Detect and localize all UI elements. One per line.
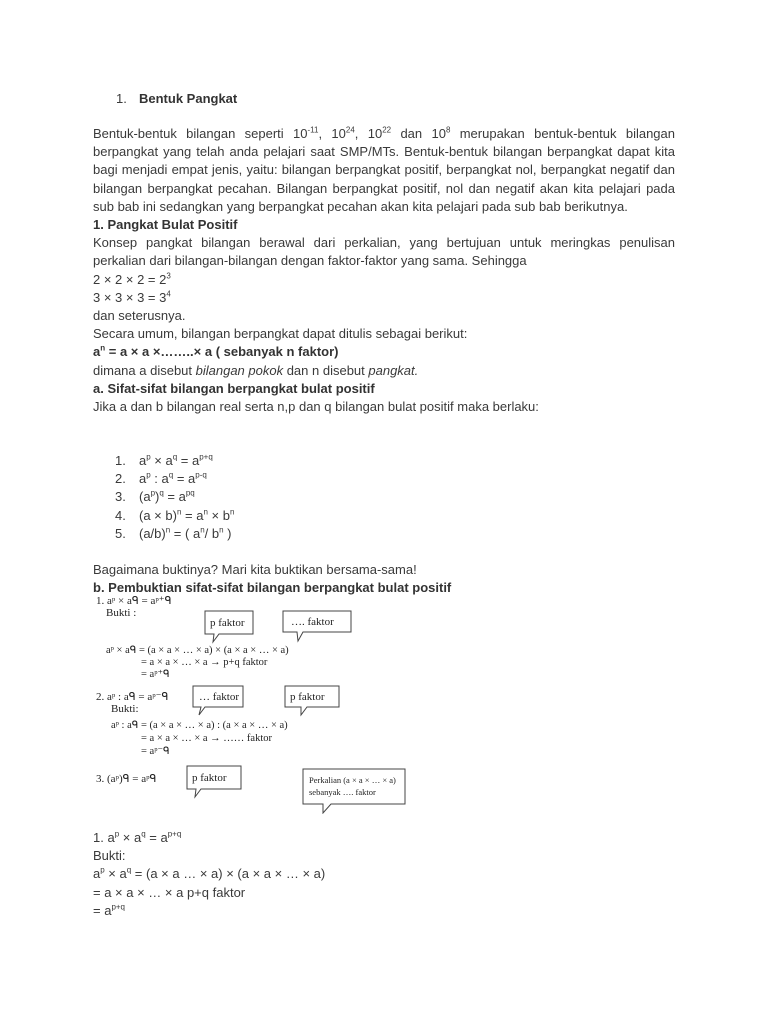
property-part: (a/b) [139, 525, 166, 541]
proof-exp: q [141, 829, 146, 839]
proof-item1-bukti: Bukti : [106, 607, 137, 619]
proof-line-5 [93, 902, 675, 920]
subheading-sifat-sifat: a. Sifat-sifat bilangan berpangkat bulat positif [93, 380, 375, 396]
property-part: × a [150, 453, 173, 468]
property-part: a [139, 471, 147, 487]
example-2-text: 3 × 3 × 3 = 3 [93, 289, 167, 305]
proof-part: a [93, 866, 101, 882]
example-1 [93, 271, 675, 289]
konsep-paragraph: Konsep pangkat bilangan berawal dari perkalian, yang bertujuan untuk meringkas penulisan perkalian dari bilangan-bilangan dengan faktor-faktor yang sama. Sehingga [93, 235, 675, 269]
proof-item2-title: 2. aᵖ : aᑫ = aᵖ⁻ᑫ [96, 691, 169, 703]
intro-paragraph [93, 125, 675, 416]
property-exp: n [203, 507, 208, 517]
property-item [115, 470, 234, 488]
proof-item2-line3: = aᵖ⁻ᑫ [141, 746, 170, 757]
proof-part: × a [104, 866, 127, 882]
proof-item1-title: 1. aᵖ × aᑫ = aᵖ⁺ᑫ [96, 595, 172, 607]
proof-item2-bukti: Bukti: [111, 703, 139, 715]
proof-part: = a [93, 902, 112, 918]
proof-part: a [107, 830, 115, 845]
proof-item1-line2: = a × a × … × a → p+q faktor [141, 657, 268, 668]
dan-seterusnya: dan seterusnya. [93, 308, 186, 324]
proof-exp: p+q [167, 829, 182, 839]
property-part: : a [150, 471, 169, 487]
intro-exp-3: 22 [382, 125, 392, 135]
proof-exp: q [126, 866, 132, 876]
property-part: = a [177, 453, 200, 468]
property-part: = a [163, 489, 186, 505]
general-form [93, 343, 675, 361]
example-2-exp: 4 [166, 289, 171, 299]
proof-item2-line1: aᵖ : aᑫ = (a × a × … × a) : (a × a × … × a) [111, 720, 288, 731]
property-item [115, 525, 234, 543]
property-part: = a [173, 471, 196, 487]
intro-text-4: dan 10 [391, 126, 446, 141]
property-exp: n [200, 525, 205, 535]
property-exp: n [165, 525, 171, 535]
property-exp: p-q [195, 470, 207, 480]
dimana-italic-1: bilangan pokok [195, 362, 284, 378]
dimana-text-1: dimana a disebut [93, 362, 196, 378]
section-number: 1. [116, 91, 127, 106]
intro-text-5: merupakan bentuk-bentuk bilangan berpangkat yang telah anda pelajari saat SMP/MTs. Bentuk-bentuk bilangan berpangkat dapat kita bagi menjadi empat jenis, yaitu: bilangan berpangkat positif, berpangkat nol, berpangkat negatif dan bilangan berpangkat pecahan. Bilangan berpangkat positif, nol dan negatif akan kita pelajari pada sub bab ini sedangkan yang berpangkat pecahan akan kita pelajari pada sub bab berikutnya. [93, 126, 675, 214]
intro-text-3: , 10 [354, 126, 383, 141]
general-form-base: a [93, 344, 101, 360]
proof-item3-title: 3. (aᵖ)ᑫ = aᵖᑫ [96, 773, 157, 785]
property-part: × b [207, 507, 230, 523]
property-number: 2. [115, 471, 126, 487]
proof-exp: p [114, 829, 120, 839]
jika-line: Jika a dan b bilangan real serta n,p dan q bilangan bulat positif maka berlaku: [93, 399, 539, 415]
property-exp: q [159, 489, 164, 499]
proof-line-3 [93, 865, 675, 883]
proof-exp: p+q [111, 902, 126, 912]
property-exp: n [176, 507, 182, 517]
proof-line-1-num: 1. [93, 830, 108, 845]
subheading-pangkat-bulat-positif: 1. Pangkat Bulat Positif [93, 217, 238, 233]
proof-part: = (a × a … × a) × (a × a × … × a) [131, 866, 326, 882]
property-part: a [139, 453, 147, 468]
example-1-exp: 3 [166, 271, 171, 281]
proof-item1-line3: = aᵖ⁺ᑫ [141, 669, 170, 680]
property-item [115, 507, 234, 525]
bagaimana-line: Bagaimana buktinya? Mari kita buktikan bersama-sama! [93, 562, 417, 577]
intro-exp-2: 24 [345, 125, 355, 135]
dimana-line [93, 362, 675, 380]
general-form-exp: n [100, 344, 106, 354]
example-2 [93, 289, 675, 307]
section-title: Bentuk Pangkat [139, 91, 238, 106]
subheading-pembuktian: b. Pembuktian sifat-sifat bilangan berpangkat bulat positif [93, 580, 452, 596]
bagaimana-block [93, 561, 675, 597]
property-part: (a × b) [139, 507, 177, 523]
bubble-perkalian-line1: Perkalian (a × a × … × a) [309, 775, 396, 785]
property-exp: q [172, 452, 178, 462]
property-item [115, 452, 234, 470]
bubble-faktor-2-text: …. faktor [291, 616, 334, 628]
bubble-faktor-3-text: … faktor [199, 691, 240, 703]
intro-text-1: Bentuk-bentuk bilangan seperti 10 [93, 126, 308, 141]
proof-line-1 [93, 829, 675, 847]
property-exp: q [168, 470, 174, 480]
bubble-perkalian-line2: sebanyak …. faktor [309, 787, 376, 797]
property-exp: n [229, 507, 235, 517]
proof-item2-line2: = a × a × … × a → …… faktor [141, 733, 272, 744]
general-form-rest: = a × a ×……..× a ( sebanyak n faktor) [105, 344, 339, 360]
proof-exp: p [100, 866, 105, 876]
property-number: 1. [115, 453, 126, 468]
property-part: ) [155, 489, 160, 505]
property-number: 5. [115, 525, 126, 541]
property-number: 3. [115, 489, 126, 505]
property-number: 4. [115, 507, 126, 523]
example-1-text: 2 × 2 × 2 = 2 [93, 271, 167, 287]
proof-image [93, 594, 433, 814]
intro-exp-1: -11 [307, 125, 319, 135]
proof-part: = a [145, 830, 168, 845]
bubble-p-faktor-5-text: p faktor [192, 772, 227, 784]
property-part: (a [139, 489, 151, 505]
property-exp: n [219, 525, 224, 535]
section-heading [116, 90, 698, 108]
intro-exp-4: 8 [445, 125, 451, 135]
property-exp: p+q [199, 452, 213, 462]
secara-umum: Secara umum, bilangan berpangkat dapat ditulis sebagai berikut: [93, 326, 468, 342]
proof-item1-line1: aᵖ × aᑫ = (a × a × … × a) × (a × a × … × a) [106, 645, 289, 656]
property-exp: pq [185, 489, 195, 499]
proof-line-4: = a × a × … × a p+q faktor [93, 884, 246, 900]
bubble-p-faktor-1-text: p faktor [210, 617, 245, 629]
bubble-p-faktor-4-text: p faktor [290, 691, 325, 703]
property-part: = a [181, 507, 204, 523]
proof-text-block [93, 829, 675, 920]
property-exp: p [146, 470, 151, 480]
property-item [115, 488, 234, 506]
intro-text-2: , 10 [318, 126, 346, 141]
dimana-text-2: dan n disebut [283, 362, 369, 378]
properties-list [115, 452, 234, 543]
property-part: = ( a [170, 525, 201, 541]
property-exp: p [146, 452, 151, 462]
property-part: ) [223, 525, 232, 541]
proof-bukti: Bukti: [93, 848, 126, 864]
property-part: / b [204, 525, 220, 541]
property-exp: p [150, 489, 156, 499]
proof-part: × a [119, 830, 142, 845]
dimana-italic-2: pangkat. [368, 362, 419, 378]
